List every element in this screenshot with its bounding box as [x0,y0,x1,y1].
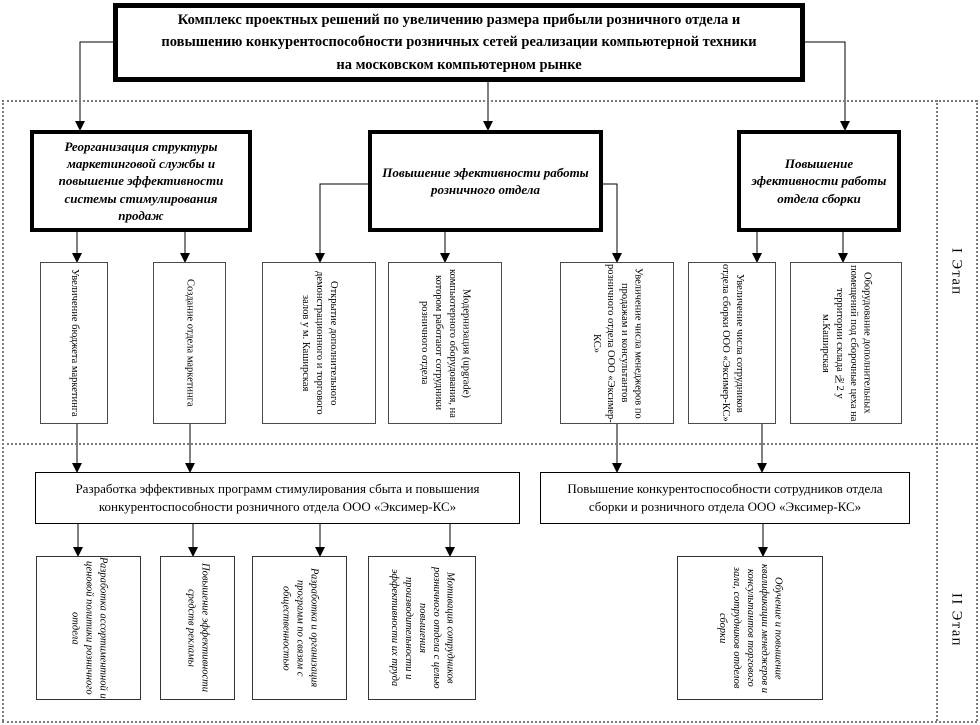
stage2-box-competitiveness [540,472,910,524]
box-label: Повышение конкурентоспособности сотрудников отдела сборки и розничного отдела ООО «Эксимер-КС» [567,480,883,514]
stage2-label-text: II Этап [948,593,965,647]
stage2-sub-assortment [36,556,141,700]
stage1-head-assembly [737,130,901,232]
stage1-sub-assembly-staff [688,262,776,424]
box-label: Повышение эффективности средств рекламы [185,563,211,693]
stage1-top-divider [2,100,977,102]
box-label: Повышение эфективности работы розничного отдела [382,164,589,197]
stage-divider [2,443,977,445]
frame-left-border [2,100,4,721]
box-label: Обучение и повышение квалификации менеджеров и консультантов торгового зала, сотрудников отделов сборки [717,563,784,693]
stage1-sub-budget [40,262,108,424]
box-label: Разработка и организация программ по связям с общественностью [280,568,320,688]
box-label: Открытие дополнительного демонстрационного и торгового залов у м. Каширская [300,271,339,415]
stage1-head-retail [368,130,603,232]
stage2-box-sales-programs [35,472,520,524]
box-label: Оборудование дополнительных помещений под сборочные цеха на территории склада №2 у м.Каширская [820,264,873,422]
box-label: Создание отдела маркетинга [184,279,196,407]
stage2-bottom-divider [2,721,977,723]
title-text: Комплекс проектных решений по увеличению размера прибыли розничного отдела и повышению конкурентоспособности розничных сетей реализации компьютерной техники на московском компьютерном рынке [161,11,757,73]
box-label: Увеличение бюджета маркетинга [68,269,80,417]
stage1-label [938,226,974,318]
title-box [113,3,805,82]
stage1-sub-upgrade [388,262,502,424]
stage1-sub-premises [790,262,902,424]
stage2-sub-training [677,556,823,700]
box-label: Разработка эффективных программ стимулирования сбыта и повышения конкурентоспособности розничного отдела ООО «Эксимер-КС» [75,480,480,514]
stage1-label-text: I Этап [948,248,965,296]
box-label: Увеличение числа менеджеров по продажам и консультантов розничного отдела ООО «Эксимер-КС» [591,263,644,423]
box-label: Увеличение числа сотрудников отдела сборки ООО «Эксимер-КС» [720,264,745,422]
box-label: Реорганизация структуры маркетинговой службы и повышение эффективности системы стимулирования продаж [58,139,224,223]
box-label: Модернизация (upgrade) компьютерного оборудования, на котором работают сотрудники розничного отдела [419,268,472,418]
stage1-head-marketing [30,130,252,232]
frame-right-border [976,100,978,721]
stage2-sub-pr [252,556,347,700]
box-label: Повышение эфективности работы отдела сборки [751,156,887,206]
stage1-sub-sales-managers [560,262,674,424]
stage1-sub-marketing-dept [153,262,226,424]
stage2-label [938,568,974,672]
box-label: Разработка ассортиментной и ценовой политики розничного отдела [69,557,109,699]
box-label: Мотивация сотрудников розничного отдела с целью повышения производительности и эффективности их труда [389,567,456,689]
stage1-sub-showroom [262,262,376,424]
stage2-sub-motivation [368,556,476,700]
stage2-sub-advertising [160,556,235,700]
